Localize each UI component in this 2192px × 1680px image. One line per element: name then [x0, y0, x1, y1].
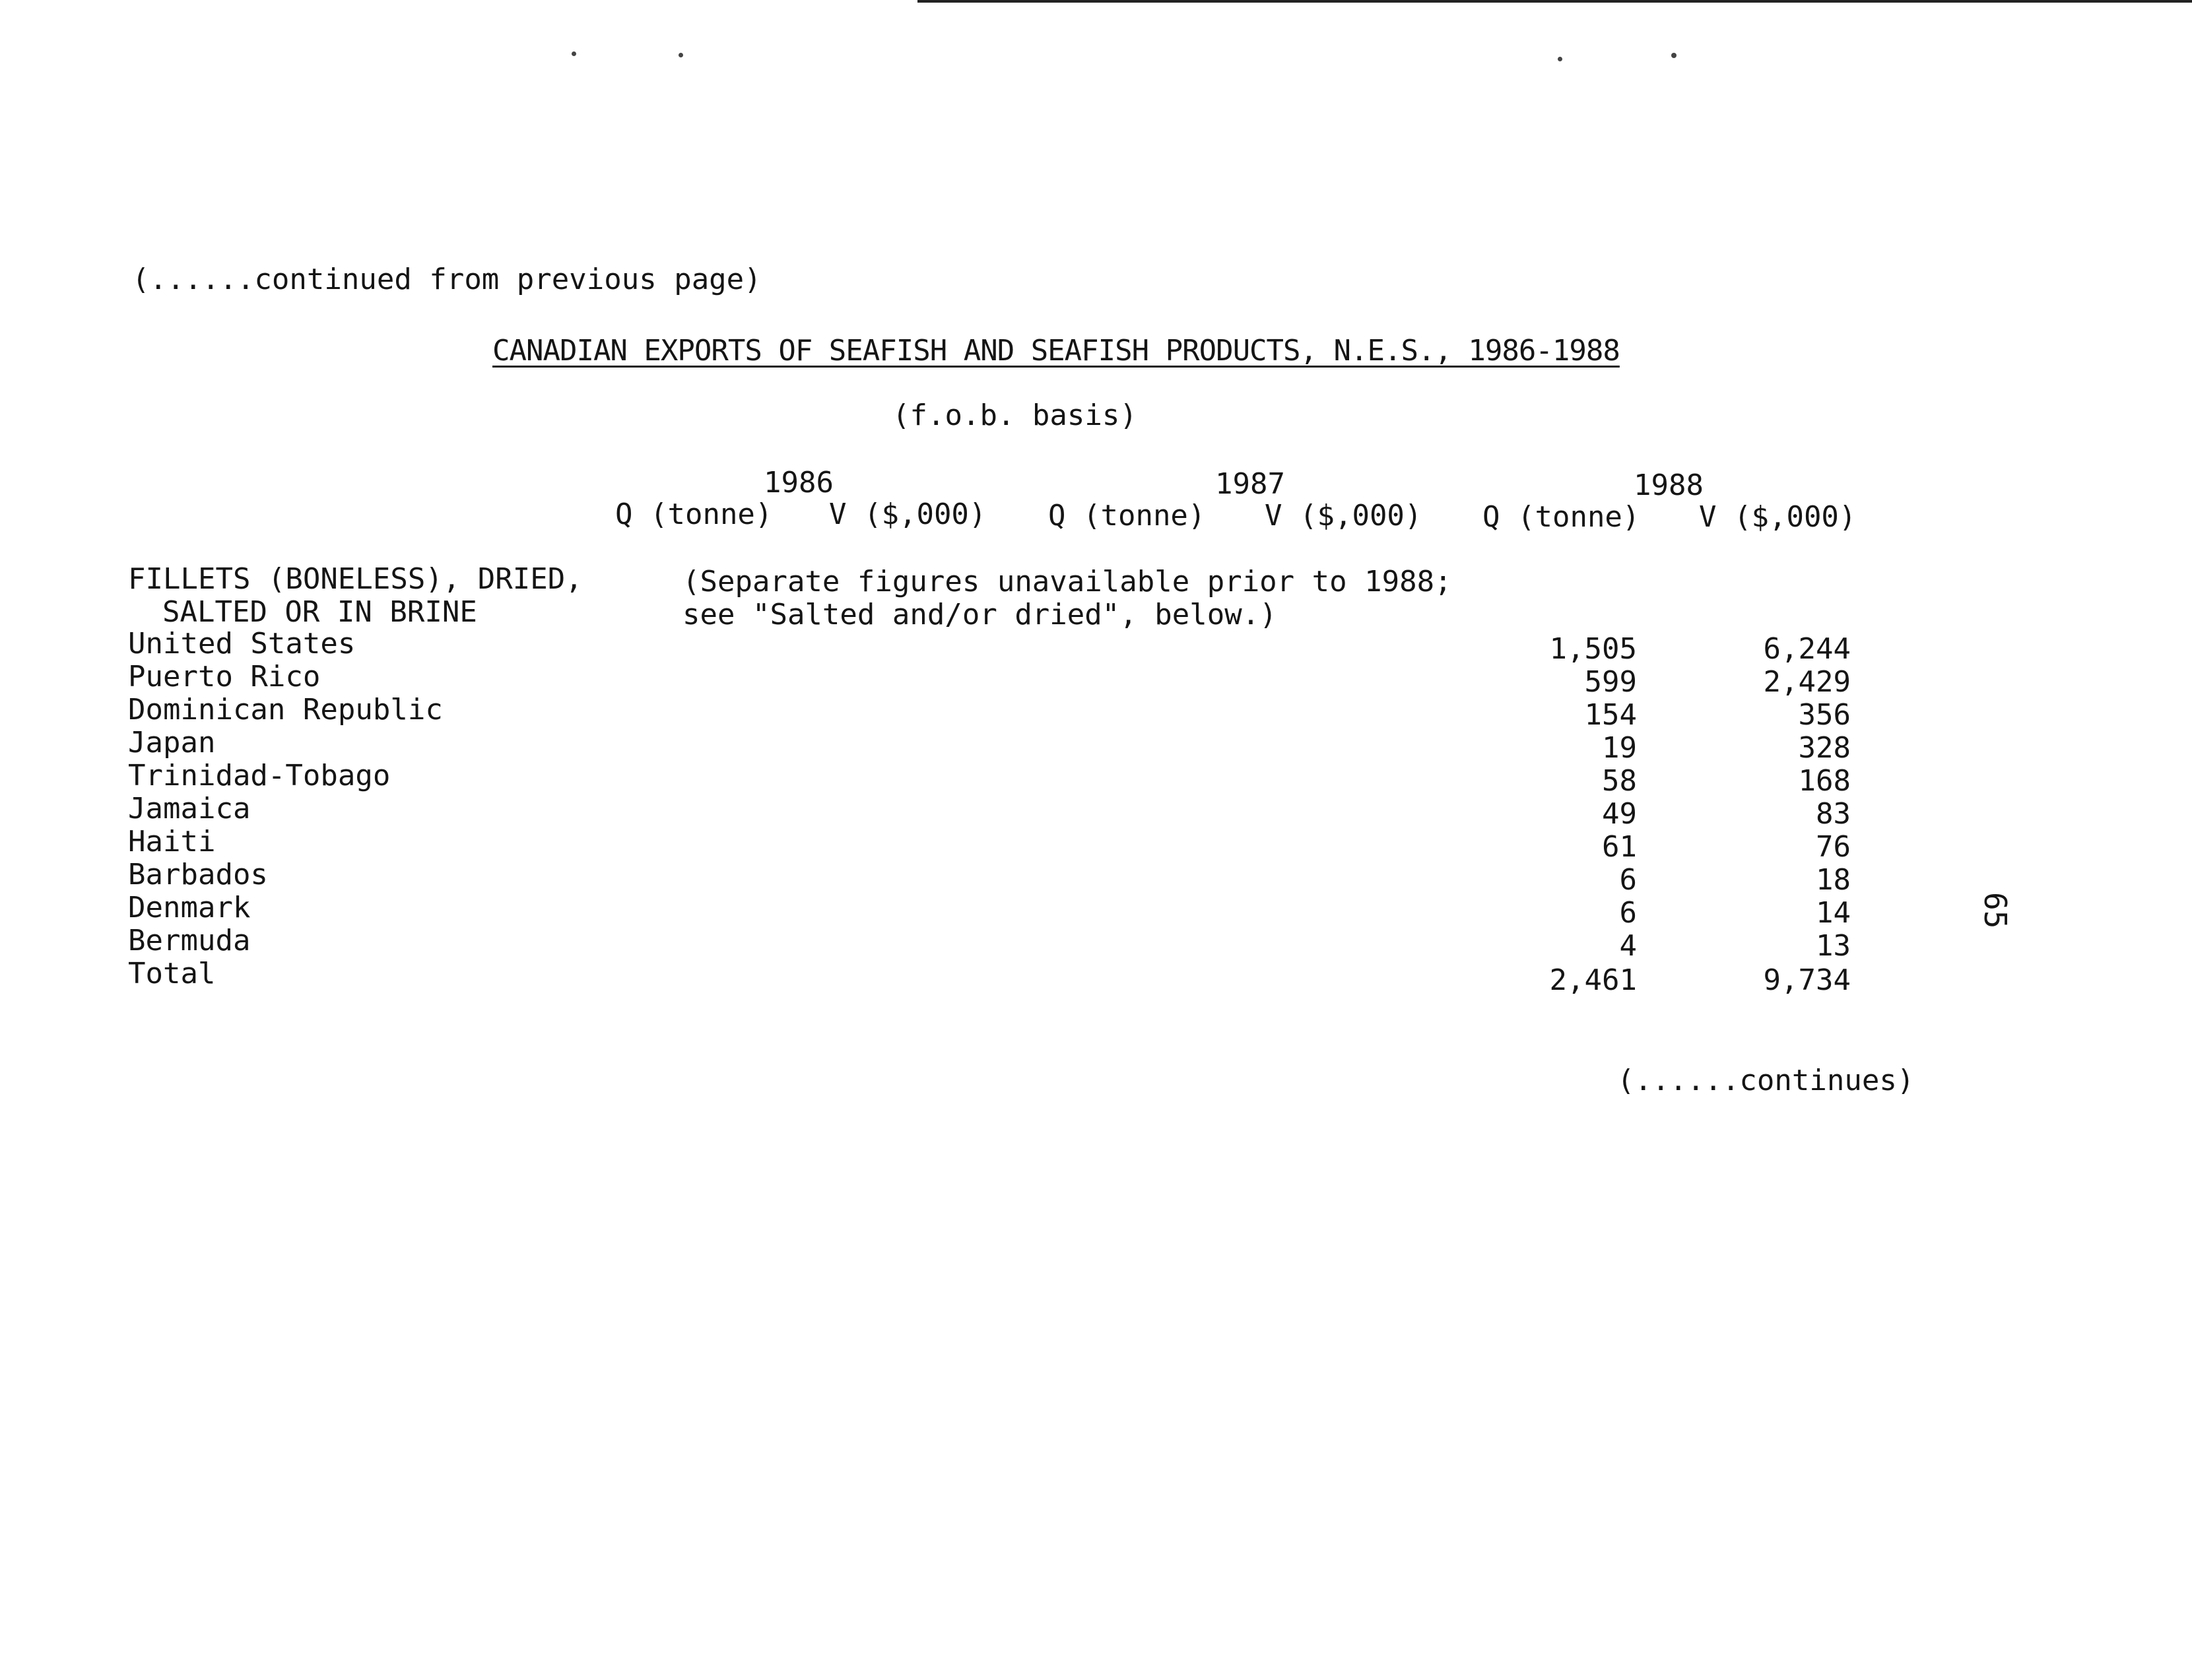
country-label: Puerto Rico — [128, 660, 321, 694]
subtitle: (f.o.b. basis) — [892, 399, 1137, 432]
total-value-cell: 9,734 — [1763, 963, 1851, 997]
year-header-1987: 1987 — [1215, 467, 1285, 501]
quantity-cell: 6 — [1619, 863, 1637, 897]
col-header-v-1988: V ($,000) — [1699, 500, 1857, 534]
col-header-q-1987: Q (tonne) — [1048, 499, 1206, 533]
country-label: Bermuda — [128, 924, 251, 957]
page-title: CANADIAN EXPORTS OF SEAFISH AND SEAFISH PRODUCTS, N.E.S., 1986-1988 — [492, 334, 1620, 368]
quantity-cell: 599 — [1584, 665, 1637, 699]
value-cell: 2,429 — [1763, 665, 1851, 699]
country-label: United States — [128, 627, 356, 661]
category-heading-line1: FILLETS (BONELESS), DRIED, — [128, 562, 583, 596]
quantity-cell: 19 — [1602, 731, 1637, 765]
quantity-cell: 61 — [1602, 830, 1637, 864]
value-cell: 6,244 — [1763, 632, 1851, 666]
col-header-v-1987: V ($,000) — [1265, 499, 1422, 533]
value-cell: 83 — [1816, 797, 1851, 831]
category-heading-line2: SALTED OR IN BRINE — [162, 595, 477, 629]
value-cell: 76 — [1816, 830, 1851, 864]
speck — [1671, 53, 1677, 58]
value-cell: 13 — [1816, 929, 1851, 963]
quantity-cell: 6 — [1619, 896, 1637, 930]
country-label: Haiti — [128, 825, 216, 858]
quantity-cell: 58 — [1602, 764, 1637, 798]
value-cell: 18 — [1816, 863, 1851, 897]
total-label: Total — [128, 957, 216, 990]
value-cell: 356 — [1798, 698, 1851, 732]
value-cell: 328 — [1798, 731, 1851, 765]
availability-note-line1: (Separate figures unavailable prior to 1988; — [682, 565, 1452, 598]
speck — [1558, 57, 1562, 61]
col-header-q-1986: Q (tonne) — [615, 498, 773, 531]
col-header-q-1988: Q (tonne) — [1482, 500, 1640, 534]
speck — [572, 51, 576, 56]
country-label: Dominican Republic — [128, 693, 443, 727]
quantity-cell: 4 — [1619, 929, 1637, 963]
country-label: Japan — [128, 726, 216, 759]
quantity-cell: 1,505 — [1549, 632, 1637, 666]
top-edge-rule — [917, 0, 2192, 3]
year-header-1986: 1986 — [764, 466, 834, 500]
col-header-v-1986: V ($,000) — [829, 498, 987, 531]
year-header-1988: 1988 — [1634, 468, 1704, 502]
continues-note: (......continues) — [1617, 1064, 1915, 1097]
page-number: 65 — [1977, 892, 2013, 929]
country-label: Denmark — [128, 891, 251, 924]
quantity-cell: 154 — [1584, 698, 1637, 732]
total-quantity-cell: 2,461 — [1549, 963, 1637, 997]
country-label: Barbados — [128, 858, 268, 891]
quantity-cell: 49 — [1602, 797, 1637, 831]
value-cell: 168 — [1798, 764, 1851, 798]
country-label: Trinidad-Tobago — [128, 759, 391, 792]
value-cell: 14 — [1816, 896, 1851, 930]
country-label: Jamaica — [128, 792, 251, 825]
continued-from-note: (......continued from previous page) — [132, 263, 762, 296]
speck — [679, 53, 683, 57]
availability-note-line2: see "Salted and/or dried", below.) — [682, 598, 1277, 631]
